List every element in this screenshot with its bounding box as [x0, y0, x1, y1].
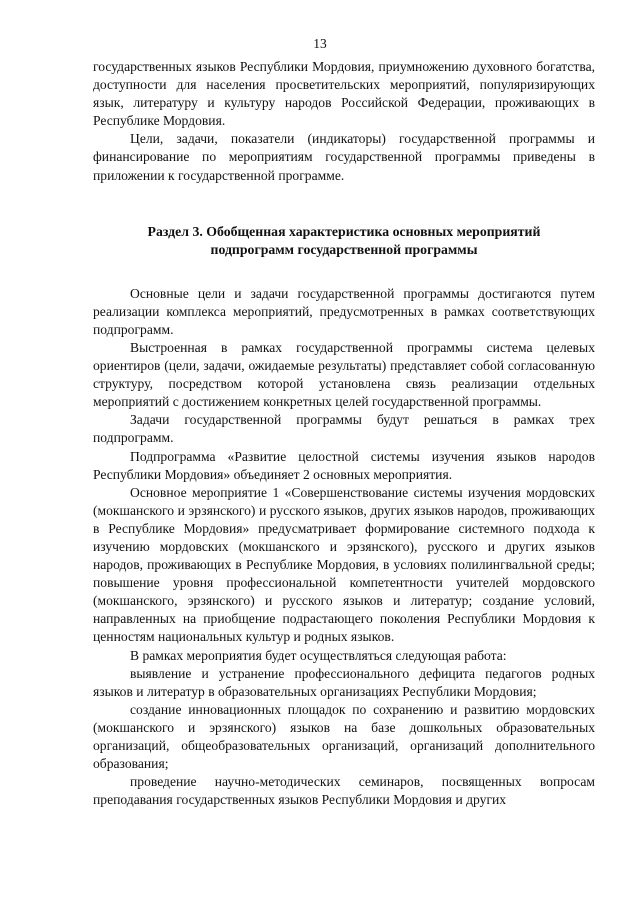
section-heading-line-1: Раздел 3. Обобщенная характеристика основных мероприятий	[147, 223, 541, 239]
paragraph-goals-financing: Цели, задачи, показатели (индикаторы) государственной программы и финансирование по мероприятиям государственной программы приведены в приложении к государственной программе.	[93, 131, 595, 183]
paragraph-main-goals: Основные цели и задачи государственной программы достигаются путем реализации комплекса мероприятий, предусмотренных в рамках соответствующих подпрограмм.	[93, 285, 595, 337]
paragraph-work-intro: В рамках мероприятия будет осуществляться следующая работа:	[130, 647, 507, 663]
list-item-deficit: выявление и устранение профессионального дефицита педагогов родных языков и литератур в образовательных организациях Республики Мордовия;	[93, 665, 595, 699]
section-heading	[93, 223, 595, 260]
paragraph-main-activity-1: Основное мероприятие 1 «Совершенствование системы изучения мордовских (мокшанского и эрзянского) и русского языков, других языков народов, проживающих в Республике Мордовия» предусматривает формирование системного подхода к изучению мордовских (мокшанского и эрзянского), русского и других языков народов, проживающих в Республике Мордовия, в условиях полилингвальной среды; повышение уровня профессиональной компетентности учителей мордовского (мокшанского, эрзянского) и русского языков и литератур; создание условий, направленных на приобщение подрастающего поколения Республики Мордовия к ценностям национальных культур и родных языков.	[93, 484, 595, 645]
paragraph-target-system: Выстроенная в рамках государственной программы система целевых ориентиров (цели, задачи, ожидаемые результаты) представляет собой согласованную структуру, посредством которой установлена связь реализации отдельных мероприятий с достижением конкретных целей государственной программы.	[93, 339, 595, 410]
list-item-seminars: проведение научно-методических семинаров, посвященных вопросам преподавания государственных языков Республики Мордовия и других	[93, 774, 595, 808]
section-heading-line-2: подпрограмм государственной программы	[210, 242, 478, 258]
document-body	[93, 58, 595, 809]
paragraph-three-subprograms: Задачи государственной программы будут решаться в рамках трех подпрограмм.	[93, 412, 595, 446]
page-number: 13	[313, 36, 327, 51]
list-item-innovation-sites: создание инновационных площадок по сохранению и развитию мордовских (мокшанского и эрзянского) языков на базе дошкольных образовательных организаций, общеобразовательных организаций, организаций дополнительного образования;	[93, 701, 595, 772]
paragraph-continuation: государственных языков Республики Мордовия, приумножению духовного богатства, доступности для населения просветительских мероприятий, популяризирующих язык, литературу и культуру народов Российской Федерации, проживающих в Республике Мордовия.	[93, 59, 595, 129]
paragraph-subprogram-languages: Подпрограмма «Развитие целостной системы изучения языков народов Республики Мордовия» объединяет 2 основных мероприятия.	[93, 448, 595, 482]
